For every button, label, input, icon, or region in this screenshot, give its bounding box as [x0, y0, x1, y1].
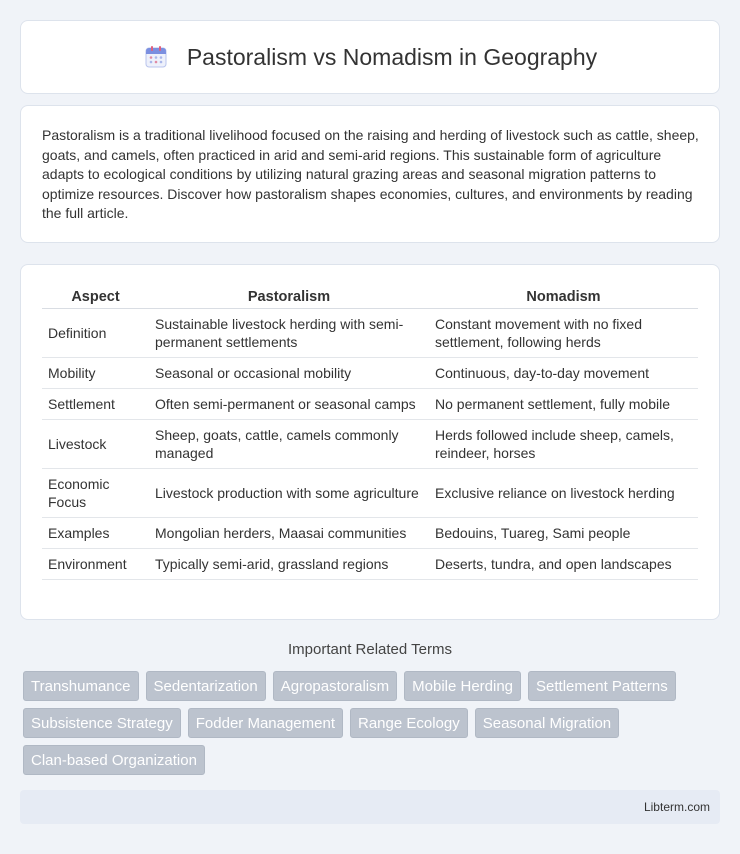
cell-aspect: Mobility	[42, 358, 149, 389]
tag-sedentarization[interactable]: Sedentarization	[146, 671, 266, 701]
cell-nomadism: Continuous, day-to-day movement	[429, 358, 698, 389]
cell-nomadism: Exclusive reliance on livestock herding	[429, 469, 698, 518]
table-header-row	[42, 285, 698, 309]
cell-aspect: Livestock	[42, 420, 149, 469]
footer	[20, 790, 720, 824]
calendar-icon	[143, 44, 169, 70]
table-row	[42, 420, 698, 469]
table-row	[42, 309, 698, 358]
cell-aspect: Economic Focus	[42, 469, 149, 518]
tag-mobile-herding[interactable]: Mobile Herding	[404, 671, 521, 701]
cell-pastoralism: Typically semi-arid, grassland regions	[149, 549, 429, 580]
table-row	[42, 389, 698, 420]
footer-brand[interactable]: Libterm.com	[643, 800, 710, 814]
cell-nomadism: Deserts, tundra, and open landscapes	[429, 549, 698, 580]
cell-pastoralism: Sheep, goats, cattle, camels commonly managed	[149, 420, 429, 469]
related-terms-title: Important Related Terms	[288, 641, 452, 658]
title-card	[20, 20, 720, 94]
cell-aspect: Settlement	[42, 389, 149, 420]
header-nomadism: Nomadism	[429, 285, 698, 309]
cell-aspect: Environment	[42, 549, 149, 580]
tag-fodder-management[interactable]: Fodder Management	[188, 708, 343, 738]
table-row	[42, 549, 698, 580]
page-title: Pastoralism vs Nomadism in Geography	[186, 43, 598, 70]
tag-clan-based-organization[interactable]: Clan-based Organization	[23, 745, 205, 775]
cell-pastoralism: Seasonal or occasional mobility	[149, 358, 429, 389]
comparison-card	[20, 264, 720, 620]
table-row	[42, 358, 698, 389]
tag-seasonal-migration[interactable]: Seasonal Migration	[475, 708, 619, 738]
tag-transhumance[interactable]: Transhumance	[23, 671, 139, 701]
cell-pastoralism: Livestock production with some agriculture	[149, 469, 429, 518]
tag-range-ecology[interactable]: Range Ecology	[350, 708, 468, 738]
cell-pastoralism: Mongolian herders, Maasai communities	[149, 518, 429, 549]
comparison-table	[42, 285, 698, 580]
cell-nomadism: Herds followed include sheep, camels, reindeer, horses	[429, 420, 698, 469]
intro-card	[20, 105, 720, 243]
cell-aspect: Definition	[42, 309, 149, 358]
tag-settlement-patterns[interactable]: Settlement Patterns	[528, 671, 676, 701]
cell-pastoralism: Often semi-permanent or seasonal camps	[149, 389, 429, 420]
tag-subsistence-strategy[interactable]: Subsistence Strategy	[23, 708, 181, 738]
header-aspect: Aspect	[42, 285, 149, 309]
cell-nomadism: Bedouins, Tuareg, Sami people	[429, 518, 698, 549]
tag-agropastoralism[interactable]: Agropastoralism	[273, 671, 397, 701]
cell-nomadism: No permanent settlement, fully mobile	[429, 389, 698, 420]
cell-pastoralism: Sustainable livestock herding with semi-permanent settlements	[149, 309, 429, 358]
intro-text: Pastoralism is a traditional livelihood focused on the raising and herding of livestock such as cattle, sheep, goats, and camels, often practiced in arid and semi-arid regions. This sustainable form of agriculture adapts to ecological conditions by utilizing natural grazing areas and seasonal migration patterns to optimize resources. Discover how pastoralism shapes economies, cultures, and environments by reading the full article.	[42, 127, 699, 221]
table-row	[42, 469, 698, 518]
header-pastoralism: Pastoralism	[149, 285, 429, 309]
cell-aspect: Examples	[42, 518, 149, 549]
related-terms-list	[23, 671, 716, 775]
cell-nomadism: Constant movement with no fixed settlement, following herds	[429, 309, 698, 358]
table-row	[42, 518, 698, 549]
